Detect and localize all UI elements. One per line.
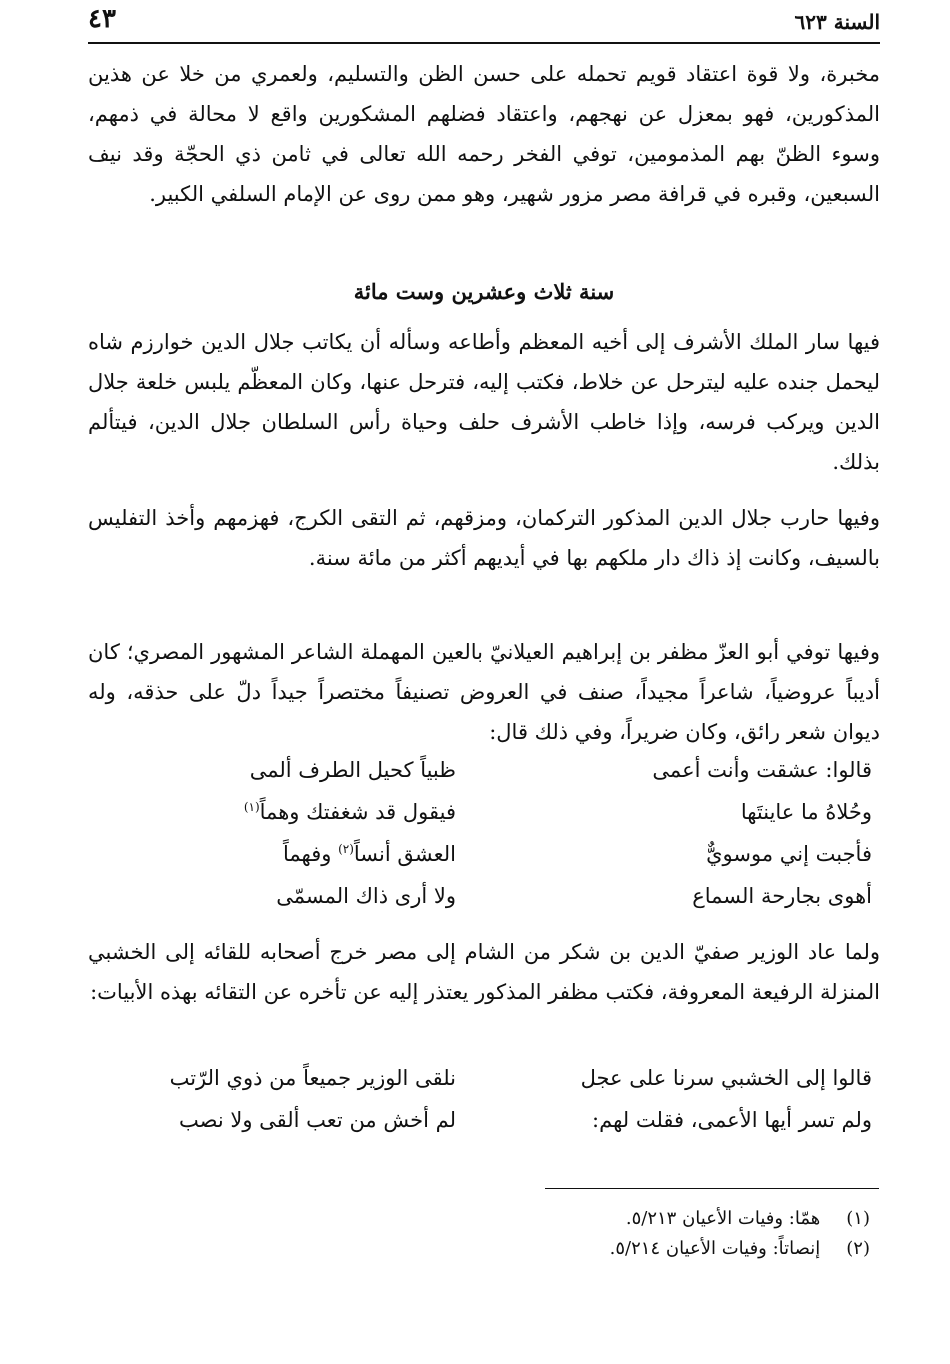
hemistich-text: العشق أنساً <box>353 842 456 866</box>
verse-first-hemistich: قالوا إلى الخشبي سرنا على عجل <box>580 1066 872 1090</box>
header-rule <box>88 42 880 44</box>
verse-second-hemistich <box>96 800 456 824</box>
verse-line <box>96 758 872 800</box>
verse-second-hemistich: نلقى الوزير جميعاً من ذوي الرّتب <box>169 1066 456 1090</box>
paragraph: فيها سار الملك الأشرف إلى أخيه المعظم وأطاعه وسأله أن يكاتب جلال الدين خوارزم شاه ليحمل جنده عليه ليترحل عن خلاط، فكتب إليه، فترحل عنها، وكان المعظّم يلبس خلعة جلال الدين ويركب فرسه، وإذا خاطب الأشرف حلف وحياة رأس السلطان جلال الدين، فيتألم بذلك. <box>88 330 880 474</box>
footnote-number: (١) <box>846 1208 870 1229</box>
verse-first-hemistich: وحُلاهُ ما عاينتَها <box>740 800 872 824</box>
hemistich-text: وفهماً <box>282 842 332 866</box>
verse-line <box>96 800 872 842</box>
footnote-text: إنصاتاً: وفيات الأعيان ٥/٢١٤. <box>609 1238 821 1259</box>
verse-first-hemistich: فأجبت إني موسويٌّ <box>706 842 872 866</box>
poem-two <box>96 1066 872 1150</box>
footnote <box>450 1204 870 1234</box>
verse-first-hemistich: ولم تسر أيها الأعمى، فقلت لهم: <box>592 1108 872 1132</box>
verse-line <box>96 842 872 884</box>
verse-second-hemistich <box>96 842 456 866</box>
verse-second-hemistich: ظبياً كحيل الطرف ألمى <box>249 758 456 782</box>
verse-line <box>96 1066 872 1108</box>
footnote-number: (٢) <box>846 1238 870 1259</box>
footnote-marker: (٢) <box>338 842 354 856</box>
page-header <box>88 0 880 40</box>
verse-line <box>96 1108 872 1150</box>
verse-line <box>96 884 872 926</box>
page-number: ٤٣ <box>88 4 116 34</box>
footnote <box>450 1234 870 1264</box>
footnote-text: همّا: وفيات الأعيان ٥/٢١٣. <box>625 1208 821 1229</box>
verse-first-hemistich: قالوا: عشقت وأنت أعمى <box>652 758 872 782</box>
hemistich-text: فيقول قد شغفتك وهماً <box>259 800 456 824</box>
intro-paragraph: مخبرة، ولا قوة اعتقاد قويم تحمله على حسن الظن والتسليم، ولعمري من خلا عن هذين المذكورين، فهو بمعزل عن نهجهم، واعتقاد فضلهم المشكورين واقع لا محالة في ذمهم، وسوء الظنّ بهم المذمومين، توفي الفخر رحمه الله تعالى في ثامن ذي الحجّة وقد نيف السبعين، وقبره في قرافة مصر مزور شهير، وهو ممن روى عن الإمام السلفي الكبير. <box>88 62 880 206</box>
poem-one <box>96 758 872 926</box>
verse-second-hemistich: ولا أرى ذاك المسمّى <box>276 884 456 908</box>
verse-second-hemistich: لم أخش من تعب ألقى ولا نصب <box>179 1108 456 1132</box>
verse-first-hemistich: أهوى بجارحة السماع <box>692 884 872 908</box>
paragraph: ولما عاد الوزير صفيّ الدين بن شكر من الشام إلى مصر خرج أصحابه للقائه إلى الخشبي المنزلة الرفيعة المعروفة، فكتب مظفر المذكور يعتذر إليه عن تأخره عن التقائه بهذه الأبيات: <box>88 940 880 1004</box>
paragraph: وفيها توفي أبو العزّ مظفر بن إبراهيم العيلانيّ بالعين المهملة الشاعر المشهور المصري؛ كان أديباً عروضياً، شاعراً مجيداً، صنف في العروض تصنيفاً مختصراً جيداً دلّ على حذقه، وله ديوان شعر رائق، وكان ضريراً، وفي ذلك قال: <box>88 640 880 744</box>
paragraph: وفيها حارب جلال الدين المذكور التركمان، ومزقهم، ثم التقى الكرج، فهزمهم وأخذ التفليس بالسيف، وكانت إذ ذاك دار ملكهم بها في أيديهم أكثر من مائة سنة. <box>88 506 880 570</box>
running-head: السنة ٦٢٣ <box>794 10 880 34</box>
footnote-rule <box>545 1188 879 1189</box>
section-title: سنة ثلاث وعشرين وست مائة <box>353 279 615 304</box>
footnote-marker: (١) <box>243 800 260 814</box>
